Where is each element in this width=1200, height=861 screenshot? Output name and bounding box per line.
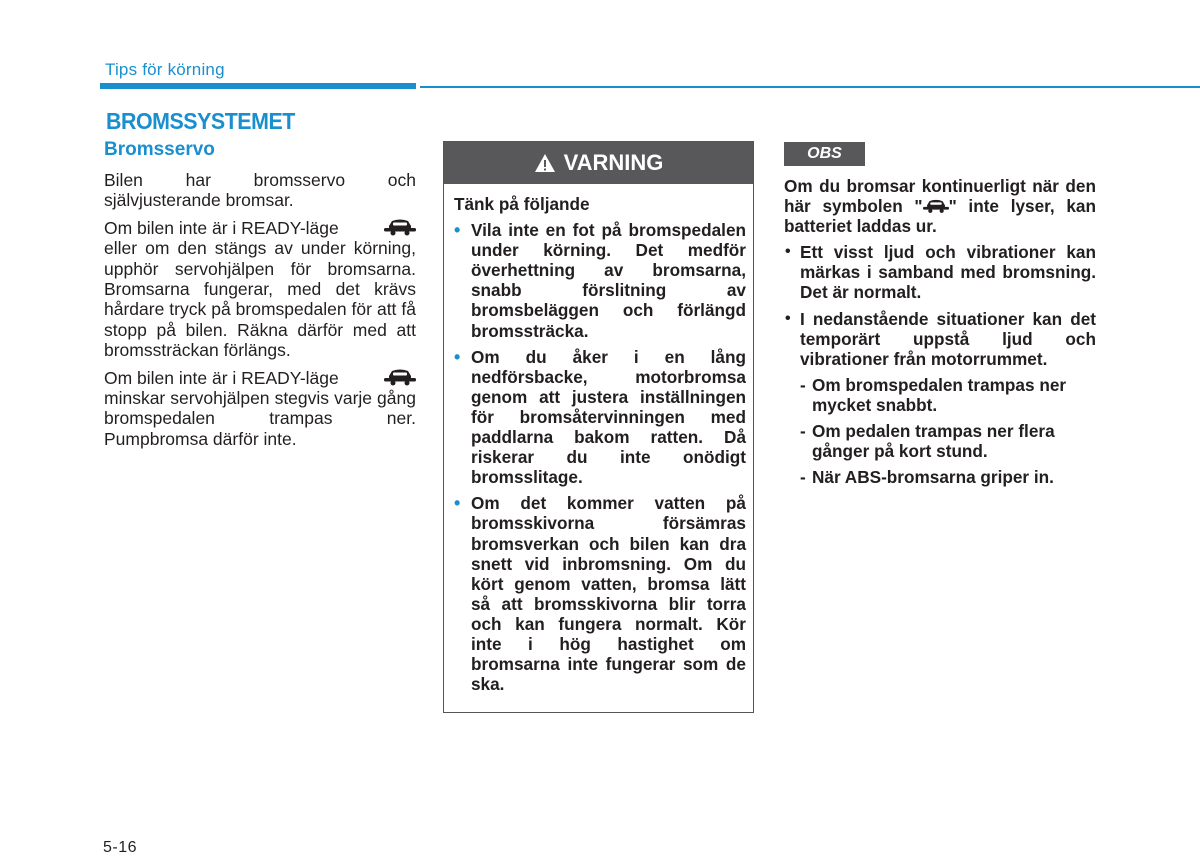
obs-tag: OBS: [784, 142, 865, 166]
obs-intro: [784, 176, 1096, 236]
obs-intro-before: Om du bromsar kontinuerligt när den här symbolen ": [784, 176, 1096, 217]
warning-intro: Tänk på följande: [454, 194, 590, 214]
paragraph: minskar servohjälpen stegvis varje gång bromspedalen trampas ner. Pumpbromsa därför inte.: [104, 388, 416, 449]
warning-body: [454, 194, 746, 700]
paragraph-text: Om bilen inte är i READY-läge: [104, 367, 339, 388]
paragraph: [104, 218, 416, 238]
page-title: BROMSSYSTEMET: [106, 108, 295, 134]
list-item: • I nedanstående situationer kan det temporärt uppstå ljud och vibrationer från motorrummet.: [784, 309, 1096, 369]
warning-title: VARNING: [563, 150, 664, 175]
list-item: • Ett visst ljud och vibrationer kan märkas i samband med bromsning. Det är normalt.: [784, 242, 1096, 302]
car-ready-icon: [923, 198, 949, 214]
obs-sub-list: [784, 375, 1096, 487]
paragraph: eller om den stängs av under körning, upphör servohjälpen för bromsarna. Bromsarna fungerar, med det krävs hårdare tryck på bromspedalen för att få stopp på bilen. Räkna därför med att bromssträckan förlängs.: [104, 238, 416, 361]
warning-box: [443, 141, 754, 713]
list-item: • Om du åker i en lång nedförsbacke, motorbromsa genom att justera inställningen för bromsåtervinningen med paddlarna bakom ratten. Då riskerar du inte onödigt bromsslitage.: [454, 347, 746, 488]
list-item: - Om bromspedalen trampas ner mycket snabbt.: [784, 375, 1096, 415]
sub-heading: Bromsservo: [104, 139, 215, 160]
list-item: • Vila inte en fot på bromspedalen under körning. Det medför överhettning av bromsarna, snabb förslitning av bromsbeläggen och förlängd bromssträcka.: [454, 220, 746, 341]
list-item: - När ABS-bromsarna griper in.: [784, 467, 1096, 487]
paragraph: [104, 368, 416, 388]
obs-list: [784, 242, 1096, 369]
warning-header: [444, 142, 753, 184]
section-title: Tips för körning: [105, 60, 225, 79]
warning-list: [454, 220, 746, 694]
list-item: • Om det kommer vatten på bromsskivorna försämras bromsverkan och bilen kan dra snett vid inbromsning. Om du kört genom vatten, bromsa lätt så att bromsskivorna blir torra och kan fungera normalt. Kör inte i hög hastighet om bromsarna inte fungerar som de ska.: [454, 493, 746, 694]
car-ready-icon: [384, 218, 416, 236]
car-ready-icon: [384, 368, 416, 386]
page-number: 5-16: [103, 839, 138, 856]
header-rule-thick: [100, 83, 416, 89]
paragraph: Bilen har bromsservo och självjusterande bromsar.: [104, 170, 416, 211]
header-rule-thin: [420, 86, 1200, 88]
left-column-text: [104, 170, 416, 456]
warning-triangle-icon: [534, 153, 556, 173]
obs-body: [784, 176, 1096, 493]
list-item: - Om pedalen trampas ner flera gånger på kort stund.: [784, 421, 1096, 461]
obs-intro-after: " inte lyser, kan batteriet laddas ur.: [784, 196, 1096, 237]
paragraph-text: Om bilen inte är i READY-läge: [104, 217, 339, 238]
